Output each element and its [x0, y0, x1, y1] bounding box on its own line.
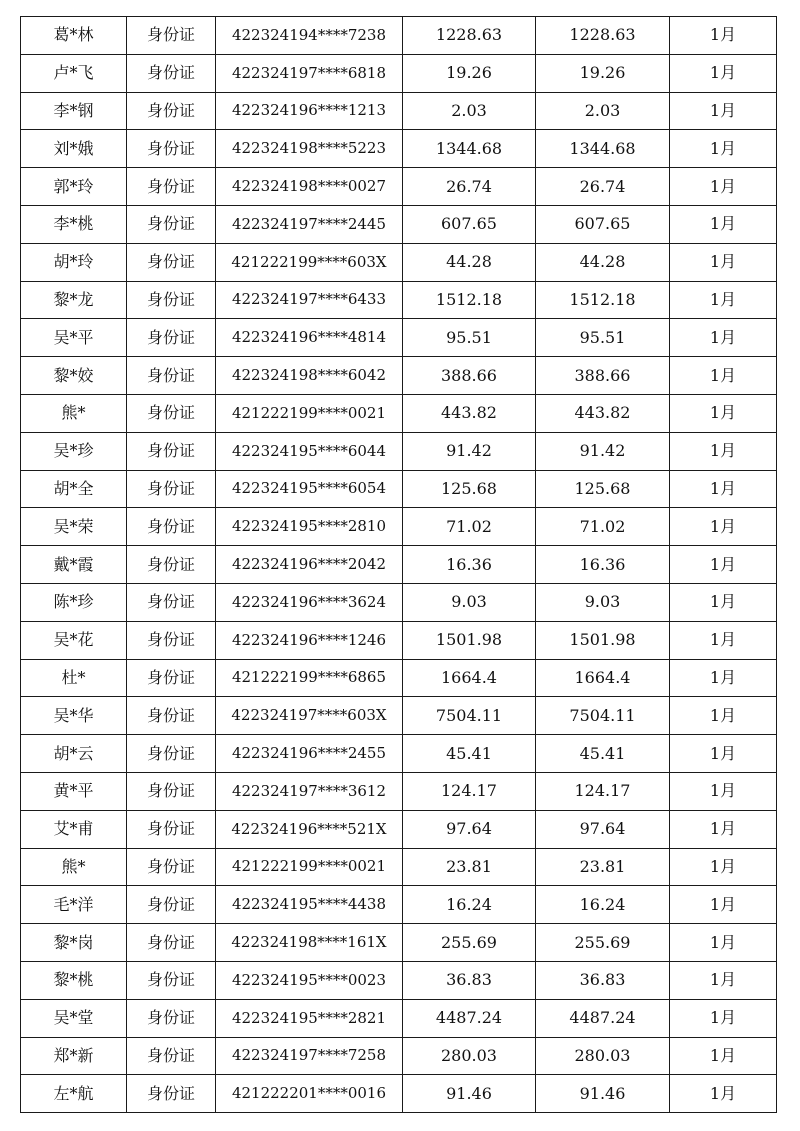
table-row — [21, 92, 777, 130]
amount-cell: 388.66 — [403, 357, 536, 395]
amount-cell: 36.83 — [403, 961, 536, 999]
name-cell: 熊* — [21, 848, 127, 886]
table-row — [21, 583, 777, 621]
paid-amount-cell: 443.82 — [536, 394, 670, 432]
month-cell: 1月 — [670, 924, 777, 962]
id-number-cell: 422324197****603X — [216, 697, 403, 735]
id-number-cell: 422324197****2445 — [216, 205, 403, 243]
id-type-cell: 身份证 — [127, 1075, 216, 1113]
amount-cell: 4487.24 — [403, 999, 536, 1037]
month-cell: 1月 — [670, 659, 777, 697]
name-cell: 黎*龙 — [21, 281, 127, 319]
paid-amount-cell: 16.36 — [536, 546, 670, 584]
id-number-cell: 422324195****2810 — [216, 508, 403, 546]
name-cell: 刘*娥 — [21, 130, 127, 168]
paid-amount-cell: 4487.24 — [536, 999, 670, 1037]
id-type-cell: 身份证 — [127, 659, 216, 697]
amount-cell: 1228.63 — [403, 17, 536, 55]
id-type-cell: 身份证 — [127, 583, 216, 621]
id-type-cell: 身份证 — [127, 999, 216, 1037]
table-row — [21, 17, 777, 55]
id-type-cell: 身份证 — [127, 810, 216, 848]
name-cell: 黄*平 — [21, 772, 127, 810]
id-type-cell: 身份证 — [127, 735, 216, 773]
table-row — [21, 205, 777, 243]
paid-amount-cell: 23.81 — [536, 848, 670, 886]
id-type-cell: 身份证 — [127, 319, 216, 357]
id-number-cell: 422324197****6818 — [216, 54, 403, 92]
month-cell: 1月 — [670, 583, 777, 621]
name-cell: 胡*玲 — [21, 243, 127, 281]
paid-amount-cell: 1228.63 — [536, 17, 670, 55]
name-cell: 吴*平 — [21, 319, 127, 357]
id-number-cell: 422324197****6433 — [216, 281, 403, 319]
name-cell: 黎*姣 — [21, 357, 127, 395]
amount-cell: 16.24 — [403, 886, 536, 924]
amount-cell: 71.02 — [403, 508, 536, 546]
name-cell: 吴*荣 — [21, 508, 127, 546]
name-cell: 熊* — [21, 394, 127, 432]
table-row — [21, 470, 777, 508]
month-cell: 1月 — [670, 168, 777, 206]
amount-cell: 2.03 — [403, 92, 536, 130]
month-cell: 1月 — [670, 772, 777, 810]
amount-cell: 19.26 — [403, 54, 536, 92]
table-row — [21, 999, 777, 1037]
amount-cell: 1512.18 — [403, 281, 536, 319]
amount-cell: 91.46 — [403, 1075, 536, 1113]
id-number-cell: 422324197****7258 — [216, 1037, 403, 1075]
id-number-cell: 421222199****603X — [216, 243, 403, 281]
month-cell: 1月 — [670, 621, 777, 659]
month-cell: 1月 — [670, 810, 777, 848]
id-type-cell: 身份证 — [127, 546, 216, 584]
id-number-cell: 422324195****0023 — [216, 961, 403, 999]
month-cell: 1月 — [670, 130, 777, 168]
name-cell: 郑*新 — [21, 1037, 127, 1075]
paid-amount-cell: 124.17 — [536, 772, 670, 810]
month-cell: 1月 — [670, 697, 777, 735]
id-type-cell: 身份证 — [127, 621, 216, 659]
paid-amount-cell: 1664.4 — [536, 659, 670, 697]
paid-amount-cell: 97.64 — [536, 810, 670, 848]
id-type-cell: 身份证 — [127, 508, 216, 546]
month-cell: 1月 — [670, 961, 777, 999]
id-number-cell: 422324195****6054 — [216, 470, 403, 508]
id-type-cell: 身份证 — [127, 92, 216, 130]
id-type-cell: 身份证 — [127, 886, 216, 924]
month-cell: 1月 — [670, 1037, 777, 1075]
paid-amount-cell: 36.83 — [536, 961, 670, 999]
month-cell: 1月 — [670, 281, 777, 319]
id-type-cell: 身份证 — [127, 432, 216, 470]
name-cell: 李*桃 — [21, 205, 127, 243]
paid-amount-cell: 1501.98 — [536, 621, 670, 659]
table-row — [21, 697, 777, 735]
id-type-cell: 身份证 — [127, 168, 216, 206]
id-type-cell: 身份证 — [127, 357, 216, 395]
paid-amount-cell: 255.69 — [536, 924, 670, 962]
name-cell: 卢*飞 — [21, 54, 127, 92]
paid-amount-cell: 26.74 — [536, 168, 670, 206]
id-number-cell: 422324198****0027 — [216, 168, 403, 206]
payment-table — [20, 16, 777, 1113]
id-number-cell: 422324195****2821 — [216, 999, 403, 1037]
name-cell: 吴*华 — [21, 697, 127, 735]
amount-cell: 1664.4 — [403, 659, 536, 697]
table-row — [21, 508, 777, 546]
id-number-cell: 422324195****4438 — [216, 886, 403, 924]
name-cell: 毛*洋 — [21, 886, 127, 924]
table-row — [21, 357, 777, 395]
id-number-cell: 421222199****0021 — [216, 848, 403, 886]
month-cell: 1月 — [670, 92, 777, 130]
name-cell: 左*航 — [21, 1075, 127, 1113]
id-type-cell: 身份证 — [127, 205, 216, 243]
paid-amount-cell: 44.28 — [536, 243, 670, 281]
month-cell: 1月 — [670, 886, 777, 924]
id-type-cell: 身份证 — [127, 772, 216, 810]
month-cell: 1月 — [670, 394, 777, 432]
table-row — [21, 924, 777, 962]
id-type-cell: 身份证 — [127, 961, 216, 999]
paid-amount-cell: 1344.68 — [536, 130, 670, 168]
table-row — [21, 394, 777, 432]
table-row — [21, 432, 777, 470]
amount-cell: 443.82 — [403, 394, 536, 432]
id-number-cell: 421222201****0016 — [216, 1075, 403, 1113]
paid-amount-cell: 71.02 — [536, 508, 670, 546]
month-cell: 1月 — [670, 470, 777, 508]
amount-cell: 280.03 — [403, 1037, 536, 1075]
id-number-cell: 422324198****161X — [216, 924, 403, 962]
id-number-cell: 422324196****4814 — [216, 319, 403, 357]
paid-amount-cell: 91.46 — [536, 1075, 670, 1113]
paid-amount-cell: 45.41 — [536, 735, 670, 773]
id-number-cell: 422324196****521X — [216, 810, 403, 848]
id-number-cell: 422324196****2042 — [216, 546, 403, 584]
table-row — [21, 659, 777, 697]
paid-amount-cell: 16.24 — [536, 886, 670, 924]
amount-cell: 255.69 — [403, 924, 536, 962]
id-number-cell: 422324198****6042 — [216, 357, 403, 395]
id-type-cell: 身份证 — [127, 17, 216, 55]
amount-cell: 607.65 — [403, 205, 536, 243]
table-row — [21, 735, 777, 773]
amount-cell: 1501.98 — [403, 621, 536, 659]
table-row — [21, 810, 777, 848]
id-number-cell: 422324196****3624 — [216, 583, 403, 621]
id-type-cell: 身份证 — [127, 848, 216, 886]
paid-amount-cell: 9.03 — [536, 583, 670, 621]
table-row — [21, 886, 777, 924]
id-number-cell: 422324198****5223 — [216, 130, 403, 168]
table-row — [21, 281, 777, 319]
id-number-cell: 421222199****0021 — [216, 394, 403, 432]
id-type-cell: 身份证 — [127, 470, 216, 508]
amount-cell: 45.41 — [403, 735, 536, 773]
id-type-cell: 身份证 — [127, 281, 216, 319]
month-cell: 1月 — [670, 243, 777, 281]
month-cell: 1月 — [670, 999, 777, 1037]
id-type-cell: 身份证 — [127, 130, 216, 168]
month-cell: 1月 — [670, 54, 777, 92]
name-cell: 郭*玲 — [21, 168, 127, 206]
month-cell: 1月 — [670, 1075, 777, 1113]
month-cell: 1月 — [670, 546, 777, 584]
table-row — [21, 848, 777, 886]
name-cell: 陈*珍 — [21, 583, 127, 621]
table-row — [21, 621, 777, 659]
amount-cell: 23.81 — [403, 848, 536, 886]
amount-cell: 7504.11 — [403, 697, 536, 735]
name-cell: 吴*堂 — [21, 999, 127, 1037]
table-row — [21, 546, 777, 584]
table-row — [21, 168, 777, 206]
paid-amount-cell: 19.26 — [536, 54, 670, 92]
table-row — [21, 772, 777, 810]
paid-amount-cell: 95.51 — [536, 319, 670, 357]
table-row — [21, 961, 777, 999]
amount-cell: 1344.68 — [403, 130, 536, 168]
name-cell: 胡*云 — [21, 735, 127, 773]
amount-cell: 16.36 — [403, 546, 536, 584]
name-cell: 吴*花 — [21, 621, 127, 659]
id-type-cell: 身份证 — [127, 54, 216, 92]
id-number-cell: 422324196****1213 — [216, 92, 403, 130]
name-cell: 吴*珍 — [21, 432, 127, 470]
amount-cell: 95.51 — [403, 319, 536, 357]
name-cell: 葛*林 — [21, 17, 127, 55]
paid-amount-cell: 388.66 — [536, 357, 670, 395]
id-type-cell: 身份证 — [127, 1037, 216, 1075]
table-row — [21, 1075, 777, 1113]
table-row — [21, 243, 777, 281]
id-number-cell: 422324197****3612 — [216, 772, 403, 810]
id-number-cell: 422324196****1246 — [216, 621, 403, 659]
month-cell: 1月 — [670, 508, 777, 546]
month-cell: 1月 — [670, 357, 777, 395]
amount-cell: 44.28 — [403, 243, 536, 281]
name-cell: 黎*桃 — [21, 961, 127, 999]
amount-cell: 26.74 — [403, 168, 536, 206]
paid-amount-cell: 607.65 — [536, 205, 670, 243]
id-number-cell: 422324195****6044 — [216, 432, 403, 470]
table-row — [21, 319, 777, 357]
paid-amount-cell: 2.03 — [536, 92, 670, 130]
name-cell: 李*钢 — [21, 92, 127, 130]
amount-cell: 125.68 — [403, 470, 536, 508]
table-row — [21, 54, 777, 92]
name-cell: 艾*甫 — [21, 810, 127, 848]
id-type-cell: 身份证 — [127, 924, 216, 962]
month-cell: 1月 — [670, 432, 777, 470]
month-cell: 1月 — [670, 17, 777, 55]
amount-cell: 97.64 — [403, 810, 536, 848]
paid-amount-cell: 1512.18 — [536, 281, 670, 319]
paid-amount-cell: 280.03 — [536, 1037, 670, 1075]
amount-cell: 9.03 — [403, 583, 536, 621]
name-cell: 戴*霞 — [21, 546, 127, 584]
name-cell: 胡*全 — [21, 470, 127, 508]
name-cell: 黎*岗 — [21, 924, 127, 962]
id-type-cell: 身份证 — [127, 394, 216, 432]
payment-table-body — [21, 17, 777, 1113]
paid-amount-cell: 7504.11 — [536, 697, 670, 735]
month-cell: 1月 — [670, 735, 777, 773]
paid-amount-cell: 91.42 — [536, 432, 670, 470]
amount-cell: 124.17 — [403, 772, 536, 810]
id-number-cell: 422324196****2455 — [216, 735, 403, 773]
month-cell: 1月 — [670, 205, 777, 243]
id-type-cell: 身份证 — [127, 243, 216, 281]
paid-amount-cell: 125.68 — [536, 470, 670, 508]
table-row — [21, 130, 777, 168]
amount-cell: 91.42 — [403, 432, 536, 470]
month-cell: 1月 — [670, 319, 777, 357]
id-type-cell: 身份证 — [127, 697, 216, 735]
id-number-cell: 422324194****7238 — [216, 17, 403, 55]
name-cell: 杜* — [21, 659, 127, 697]
month-cell: 1月 — [670, 848, 777, 886]
id-number-cell: 421222199****6865 — [216, 659, 403, 697]
table-row — [21, 1037, 777, 1075]
